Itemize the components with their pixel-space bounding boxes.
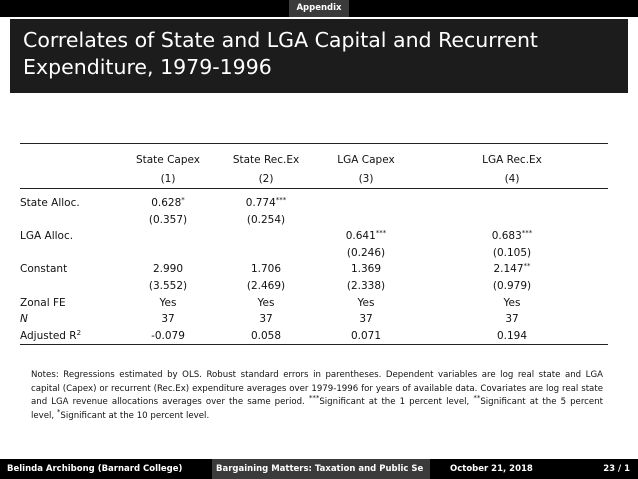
- table-cell: [416, 212, 608, 229]
- table-cell: 0.641***: [345, 229, 387, 243]
- table-cell: 0.071: [350, 329, 382, 342]
- column-number: (4): [504, 172, 520, 185]
- row-label: Adjusted $R^2$: [20, 328, 82, 342]
- table-row: [20, 261, 608, 278]
- table-cell: (2.469): [246, 279, 286, 292]
- column-number: (2): [258, 172, 274, 185]
- table-row: [20, 295, 608, 312]
- slide-title: Correlates of State and LGA Capital and Recurrent Expenditure, 1979-1996: [23, 28, 538, 79]
- table-cell: (3.552): [148, 279, 188, 292]
- table-cell: (0.105): [492, 246, 532, 259]
- header-blank: [20, 144, 120, 171]
- column-header: LGA Rec.Ex: [482, 154, 542, 167]
- table-cell: [316, 212, 416, 229]
- table-cell: 1.706: [250, 263, 282, 276]
- table-cell: Yes: [357, 296, 375, 309]
- table-notes: Notes: Regressions estimated by OLS. Robust standard errors in parentheses. Dependent variables are log real state and LGA capital (Capex) or recurrent (Rec.Ex) expenditure averages over 1979-1996 for years of available data. Covariates are log real state and LGA revenue allocations averages over the same period. ***Significant at the 1 percent level, **Significant at the 5 percent level, *Significant at the 10 percent level.: [31, 370, 604, 421]
- row-label: N: [20, 313, 28, 326]
- footer-short-title[interactable]: Bargaining Matters: Taxation and Public Se: [212, 459, 430, 479]
- table-header-row: [20, 144, 608, 171]
- footer-author[interactable]: Belinda Archibong (Barnard College): [7, 464, 183, 474]
- column-header: State Capex: [135, 154, 201, 167]
- table-cell: -0.079: [151, 329, 185, 342]
- table-cell: Yes: [257, 296, 275, 309]
- table-row: [20, 228, 608, 245]
- row-label: Zonal FE: [20, 296, 66, 309]
- column-number: (1): [160, 172, 176, 185]
- table-row: [20, 311, 608, 328]
- table-cell: (0.254): [246, 213, 286, 226]
- table-cell: [216, 228, 316, 245]
- table-cell: 0.628*: [151, 196, 185, 209]
- table-cell: (0.979): [492, 279, 532, 292]
- table-cell: 0.774***: [245, 196, 287, 209]
- table-cell: [216, 245, 316, 262]
- table-cell: [120, 245, 216, 262]
- row-label: LGA Alloc.: [20, 230, 74, 243]
- row-label: [20, 278, 120, 295]
- table-cell: 37: [259, 313, 273, 326]
- table-row: [20, 189, 608, 212]
- row-label: [20, 245, 120, 262]
- table-cell: 2.147**: [493, 262, 531, 276]
- slide-title-box: [10, 19, 628, 93]
- table-cell: [120, 228, 216, 245]
- footer-date: October 21, 2018: [450, 464, 533, 474]
- column-number-row: [20, 170, 608, 189]
- table-cell: Yes: [159, 296, 177, 309]
- table-cell: 37: [359, 313, 373, 326]
- row-label: [20, 212, 120, 229]
- top-navigation-bar: [0, 0, 638, 17]
- table-cell: (2.338): [346, 279, 386, 292]
- table-cell: 0.194: [496, 329, 528, 342]
- table-cell: (0.246): [346, 246, 386, 259]
- regression-table: [20, 143, 608, 345]
- table-row: [20, 212, 608, 229]
- table-cell: 0.683***: [491, 229, 533, 243]
- table-cell: 37: [505, 313, 519, 326]
- row-label: Constant: [20, 263, 68, 276]
- table-row: [20, 245, 608, 262]
- table-row: [20, 278, 608, 295]
- table-cell: 37: [161, 313, 175, 326]
- column-header: State Rec.Ex: [232, 154, 300, 167]
- section-tab[interactable]: Appendix: [289, 0, 348, 17]
- row-label: State Alloc.: [20, 197, 80, 209]
- table-cell: 1.369: [350, 263, 382, 276]
- footer-bar: [0, 459, 638, 479]
- table-cell: 2.990: [152, 263, 184, 276]
- column-number: (3): [358, 172, 374, 185]
- table-cell: Yes: [503, 296, 521, 309]
- table-cell: [416, 189, 608, 212]
- table-cell: [316, 189, 416, 212]
- column-header: LGA Capex: [337, 154, 395, 167]
- footer-page-number: 23 / 1: [603, 464, 630, 474]
- table-row: [20, 328, 608, 345]
- table-cell: 0.058: [250, 329, 282, 342]
- table-cell: (0.357): [148, 213, 188, 226]
